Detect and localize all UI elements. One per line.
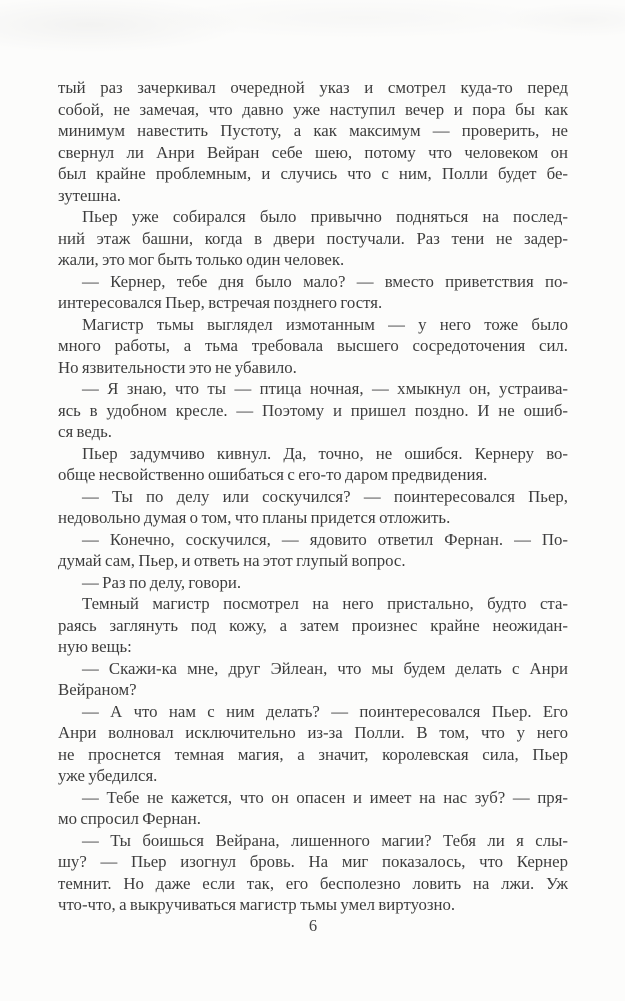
- text-line: ясь в удобном кресле. — Поэтому и пришел поздно. И не ошиб-: [58, 400, 568, 420]
- text-line: уже убедился.: [58, 766, 158, 785]
- text-line: Вейраном?: [58, 680, 137, 699]
- text-line: не проснется темная магия, а значит, королевская сила, Пьер: [58, 744, 568, 764]
- paragraph: [58, 443, 568, 486]
- text-line: собой, не замечая, что давно уже наступил вечер и пора бы как: [58, 99, 568, 119]
- text-line: минимум навестить Пустоту, а как максимум — проверить, не: [58, 121, 568, 140]
- paragraph: [58, 658, 568, 701]
- text-line: — Ты по делу или соскучился? — поинтересовался Пьер,: [82, 486, 568, 506]
- text-line: темнит. Но даже если так, его бесполезно ловить на лжи. Уж: [58, 873, 568, 893]
- paragraph: [58, 701, 568, 787]
- text-line: — Я знаю, что ты — птица ночная, — хмыкнул он, устраива-: [82, 379, 568, 398]
- paragraph: [58, 830, 568, 916]
- text-line: ся ведь.: [58, 422, 113, 441]
- text-line: обще несвойственно ошибаться с его-то даром предвидения.: [58, 465, 488, 484]
- text-line: раясь заглянуть под кожу, а затем произнес крайне неожидан-: [58, 615, 568, 635]
- paragraph: [58, 572, 568, 594]
- paragraph: [58, 486, 568, 529]
- page-number: 6: [308, 916, 318, 935]
- text-line: много работы, а тьма требовала высшего сосредоточения сил.: [58, 336, 568, 355]
- scan-noise-artifact: [0, 0, 625, 70]
- paragraph: [58, 77, 568, 206]
- text-line: — Конечно, соскучился, — ядовито ответил Фернан. — По-: [82, 529, 568, 549]
- page-text: [58, 77, 568, 916]
- paragraph: [58, 314, 568, 379]
- text-line: думай сам, Пьер, и ответь на этот глупый вопрос.: [58, 551, 406, 570]
- text-line: — Тебе не кажется, что он опасен и имеет на нас зуб? — пря-: [82, 787, 568, 807]
- paragraph: [58, 529, 568, 572]
- text-line: зутешна.: [58, 185, 121, 205]
- paragraph: [58, 378, 568, 443]
- text-line: — Раз по делу, говори.: [82, 572, 242, 592]
- text-line: мо спросил Фернан.: [58, 809, 201, 828]
- text-line: шу? — Пьер изогнул бровь. На миг показалось, что Кернер: [58, 852, 568, 871]
- paragraph: [58, 271, 568, 314]
- text-line: Пьер уже собирался было привычно подняться на послед-: [82, 207, 568, 226]
- text-line: ную вещь:: [58, 637, 132, 656]
- text-line: — А что нам с ним делать? — поинтересовался Пьер. Его: [82, 701, 568, 721]
- paragraph: [58, 593, 568, 658]
- text-line: — Скажи-ка мне, друг Эйлеан, что мы будем делать с Анри: [82, 658, 568, 678]
- text-line: был крайне проблемным, и случись что с ним, Полли будет бе-: [58, 164, 568, 183]
- text-line: тый раз зачеркивал очередной указ и смотрел куда-то перед: [58, 78, 568, 97]
- text-line: что-что, а выкручиваться магистр тьмы умел виртуозно.: [58, 895, 456, 914]
- text-line: Магистр тьмы выглядел измотанным — у него тоже было: [82, 314, 568, 334]
- text-line: — Ты боишься Вейрана, лишенного магии? Тебя ли я слы-: [82, 830, 568, 850]
- text-line: Пьер задумчиво кивнул. Да, точно, не ошибся. Кернеру во-: [82, 443, 568, 463]
- text-line: свернул ли Анри Вейран себе шею, потому что человеком он: [58, 142, 568, 162]
- text-line: Но язвительности это не убавило.: [58, 357, 297, 377]
- text-line: жали, это мог быть только один человек.: [58, 250, 345, 269]
- paragraph: [58, 206, 568, 271]
- text-line: Темный магистр посмотрел на него пристально, будто ста-: [82, 594, 568, 613]
- text-line: — Кернер, тебе дня было мало? — вместо приветствия по-: [82, 271, 568, 291]
- text-line: Анри волновал исключительно из-за Полли. В том, что у него: [58, 723, 568, 742]
- paragraph: [58, 787, 568, 830]
- text-line: интересовался Пьер, встречая позднего гостя.: [58, 293, 383, 312]
- text-line: недовольно думая о том, что планы придется отложить.: [58, 508, 451, 527]
- text-line: ний этаж башни, когда в двери постучали. Раз тени не задер-: [58, 228, 568, 248]
